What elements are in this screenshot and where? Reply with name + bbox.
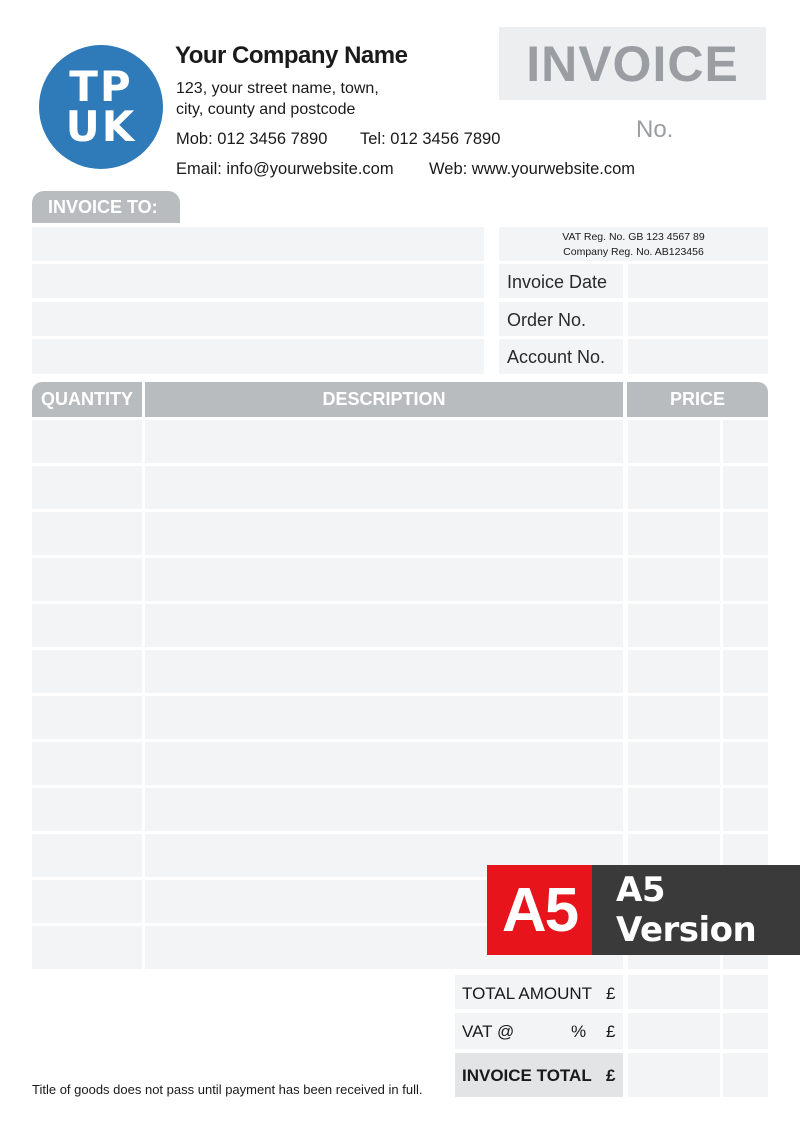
quantity-cell[interactable]: [32, 742, 142, 785]
footer-note: Title of goods does not pass until payment has been received in full.: [32, 1082, 423, 1097]
description-cell[interactable]: [145, 604, 623, 647]
company-email: Email: info@yourwebsite.com: [176, 160, 394, 178]
a5-badge-code: A5: [487, 865, 592, 955]
company-reg-number: Company Reg. No. AB123456: [563, 246, 704, 258]
address-line-2: city, county and postcode: [176, 101, 356, 118]
total-amount-currency: £: [606, 984, 616, 1003]
total-amount-text: TOTAL AMOUNT: [462, 984, 593, 1003]
invoice-to-line-2[interactable]: [32, 264, 484, 298]
invoice-to-line-1[interactable]: [32, 227, 484, 261]
price-header: PRICE: [627, 382, 768, 417]
vat-text: VAT @: [462, 1022, 515, 1041]
quantity-cell[interactable]: [32, 696, 142, 739]
invoice-total-pounds[interactable]: [628, 1053, 720, 1097]
description-header: DESCRIPTION: [145, 382, 623, 417]
price-pence-cell[interactable]: [723, 696, 768, 739]
invoice-total-currency: £: [606, 1066, 616, 1085]
account-no-field[interactable]: [628, 339, 768, 374]
registration-info: [499, 227, 768, 261]
quantity-cell[interactable]: [32, 834, 142, 877]
price-pence-cell[interactable]: [723, 512, 768, 555]
price-pounds-cell[interactable]: [628, 466, 720, 509]
vat-reg-number: VAT Reg. No. GB 123 4567 89: [562, 231, 705, 243]
invoice-to-line-4[interactable]: [32, 339, 484, 374]
price-pence-cell[interactable]: [723, 558, 768, 601]
account-no-label: Account No.: [499, 339, 623, 374]
logo-line-2: UK: [65, 102, 137, 151]
total-amount-pence[interactable]: [723, 975, 768, 1009]
price-pence-cell[interactable]: [723, 420, 768, 463]
order-no-label: Order No.: [499, 302, 623, 336]
price-pounds-cell[interactable]: [628, 604, 720, 647]
quantity-cell[interactable]: [32, 558, 142, 601]
logo-line-1: TP: [69, 62, 133, 111]
address-line-1: 123, your street name, town,: [176, 80, 379, 97]
quantity-cell[interactable]: [32, 512, 142, 555]
invoice-date-label: Invoice Date: [499, 264, 623, 298]
company-tel: Tel: 012 3456 7890: [360, 130, 501, 148]
vat-label: [455, 1013, 623, 1049]
company-mobile: Mob: 012 3456 7890: [176, 130, 328, 148]
vat-currency: £: [606, 1022, 616, 1041]
description-cell[interactable]: [145, 650, 623, 693]
quantity-cell[interactable]: [32, 650, 142, 693]
price-pence-cell[interactable]: [723, 742, 768, 785]
price-pounds-cell[interactable]: [628, 558, 720, 601]
quantity-cell[interactable]: [32, 466, 142, 509]
price-pounds-cell[interactable]: [628, 512, 720, 555]
price-pounds-cell[interactable]: [628, 420, 720, 463]
company-name: Your Company Name: [175, 42, 408, 69]
a5-badge-text: A5 Version: [592, 865, 800, 955]
price-pence-cell[interactable]: [723, 788, 768, 831]
vat-pence[interactable]: [723, 1013, 768, 1049]
price-pounds-cell[interactable]: [628, 650, 720, 693]
invoice-title: INVOICE: [499, 27, 766, 100]
quantity-cell[interactable]: [32, 788, 142, 831]
invoice-total-pence[interactable]: [723, 1053, 768, 1097]
description-cell[interactable]: [145, 512, 623, 555]
company-logo: [39, 45, 163, 169]
description-cell[interactable]: [145, 788, 623, 831]
quantity-cell[interactable]: [32, 880, 142, 923]
invoice-total-label: [455, 1053, 623, 1097]
quantity-header: QUANTITY: [32, 382, 142, 417]
description-cell[interactable]: [145, 742, 623, 785]
description-cell[interactable]: [145, 696, 623, 739]
total-amount-label: [455, 975, 623, 1009]
price-pounds-cell[interactable]: [628, 696, 720, 739]
invoice-total-text: INVOICE TOTAL: [462, 1066, 592, 1085]
price-pence-cell[interactable]: [723, 466, 768, 509]
invoice-to-label: INVOICE TO:: [32, 191, 180, 223]
vat-pounds[interactable]: [628, 1013, 720, 1049]
invoice-date-field[interactable]: [628, 264, 768, 298]
description-cell[interactable]: [145, 466, 623, 509]
price-pounds-cell[interactable]: [628, 788, 720, 831]
price-pence-cell[interactable]: [723, 604, 768, 647]
price-pounds-cell[interactable]: [628, 742, 720, 785]
company-web: Web: www.yourwebsite.com: [429, 160, 636, 178]
vat-percent: %: [571, 1022, 587, 1041]
description-cell[interactable]: [145, 420, 623, 463]
quantity-cell[interactable]: [32, 604, 142, 647]
quantity-cell[interactable]: [32, 926, 142, 969]
invoice-to-line-3[interactable]: [32, 302, 484, 336]
description-cell[interactable]: [145, 558, 623, 601]
total-amount-pounds[interactable]: [628, 975, 720, 1009]
order-no-field[interactable]: [628, 302, 768, 336]
quantity-cell[interactable]: [32, 420, 142, 463]
invoice-number-label: No.: [636, 116, 674, 143]
price-pence-cell[interactable]: [723, 650, 768, 693]
